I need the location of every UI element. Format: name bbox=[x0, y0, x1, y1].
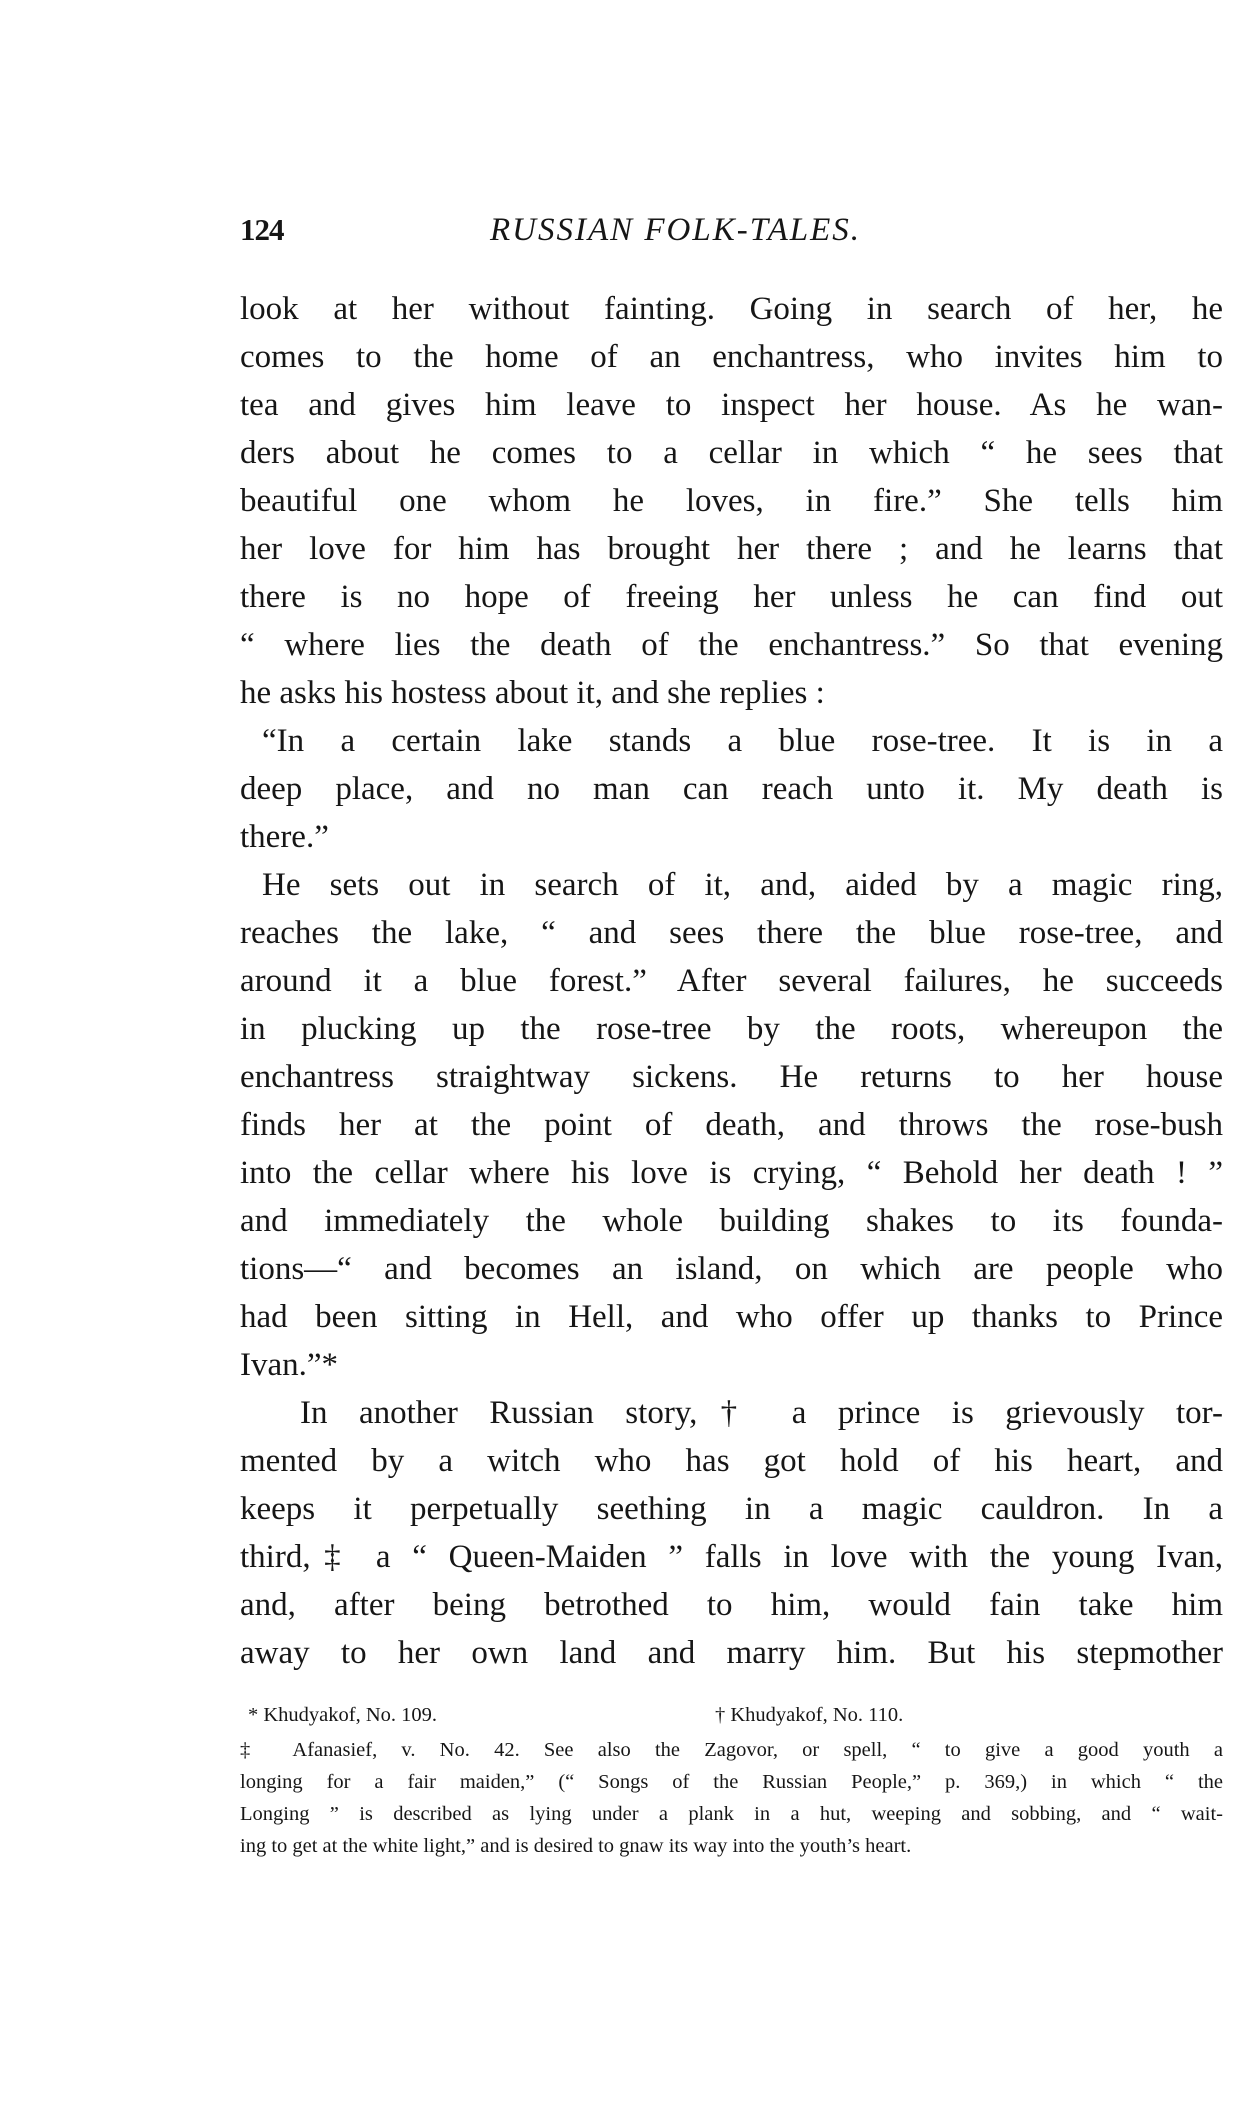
text-line: her love for him has brought her there ; and he learns that bbox=[240, 531, 1223, 567]
text-line: away to her own land and marry him. But his stepmother bbox=[240, 1635, 1223, 1671]
text-line: and, after being betrothed to him, would fain take him bbox=[240, 1587, 1223, 1623]
text-line: beautiful one whom he loves, in fire.” She tells him bbox=[240, 483, 1223, 519]
footnotes bbox=[240, 1696, 1223, 1862]
text-line: there is no hope of freeing her unless he can find out bbox=[240, 579, 1223, 615]
text-line: ders about he comes to a cellar in which “ he sees that bbox=[240, 435, 1223, 471]
footnote-2: † Khudyakof, No. 110. bbox=[715, 1704, 904, 1726]
text-line: around it a blue forest.” After several failures, he succeeds bbox=[240, 963, 1223, 999]
footnote-row bbox=[240, 1696, 1223, 1734]
text-line: in plucking up the rose-tree by the roots, whereupon the bbox=[240, 1011, 1223, 1047]
text-line: had been sitting in Hell, and who offer up thanks to Prince bbox=[240, 1299, 1223, 1335]
page-header bbox=[240, 212, 1240, 258]
footnote-3-line: Longing ” is described as lying under a plank in a hut, weeping and sobbing, and “ wait- bbox=[240, 1803, 1223, 1825]
text-line: into the cellar where his love is crying, “ Behold her death ! ” bbox=[240, 1155, 1223, 1191]
footnote-3-line: longing for a fair maiden,” (“ Songs of the Russian People,” p. 369,) in which “ the bbox=[240, 1771, 1223, 1793]
text-line: mented by a witch who has got hold of his heart, and bbox=[240, 1443, 1223, 1479]
text-line: In another Russian story,† a prince is grievously tor- bbox=[300, 1395, 1223, 1431]
text-line: enchantress straightway sickens. He returns to her house bbox=[240, 1059, 1223, 1095]
text-line: there.” bbox=[240, 819, 329, 855]
text-line: third,‡ a “ Queen-Maiden ” falls in love with the young Ivan, bbox=[240, 1539, 1223, 1575]
text-line: Ivan.”* bbox=[240, 1347, 339, 1383]
text-line: deep place, and no man can reach unto it. My death is bbox=[240, 771, 1223, 807]
text-line: tions—“ and becomes an island, on which are people who bbox=[240, 1251, 1223, 1287]
running-head: RUSSIAN FOLK-TALES. bbox=[490, 212, 862, 248]
text-line: tea and gives him leave to inspect her house. As he wan- bbox=[240, 387, 1223, 423]
text-line: “In a certain lake stands a blue rose-tree. It is in a bbox=[262, 723, 1223, 759]
page-number: 124 bbox=[240, 212, 284, 247]
body-text bbox=[240, 285, 1223, 1677]
text-line: comes to the home of an enchantress, who invites him to bbox=[240, 339, 1223, 375]
footnote-1: * Khudyakof, No. 109. bbox=[248, 1704, 438, 1726]
footnote-3-line: ‡ Afanasief, v. No. 42. See also the Zagovor, or spell, “ to give a good youth a bbox=[240, 1739, 1223, 1761]
text-line: He sets out in search of it, and, aided by a magic ring, bbox=[262, 867, 1223, 903]
text-line: finds her at the point of death, and throws the rose-bush bbox=[240, 1107, 1223, 1143]
footnote-3-line: ing to get at the white light,” and is desired to gnaw its way into the youth’s heart. bbox=[240, 1835, 912, 1857]
text-line: look at her without fainting. Going in search of her, he bbox=[240, 291, 1223, 327]
text-line: keeps it perpetually seething in a magic cauldron. In a bbox=[240, 1491, 1223, 1527]
text-line: and immediately the whole building shakes to its founda- bbox=[240, 1203, 1223, 1239]
text-line: reaches the lake, “ and sees there the blue rose-tree, and bbox=[240, 915, 1223, 951]
text-line: “ where lies the death of the enchantress.” So that evening bbox=[240, 627, 1223, 663]
text-line: he asks his hostess about it, and she replies : bbox=[240, 675, 825, 711]
